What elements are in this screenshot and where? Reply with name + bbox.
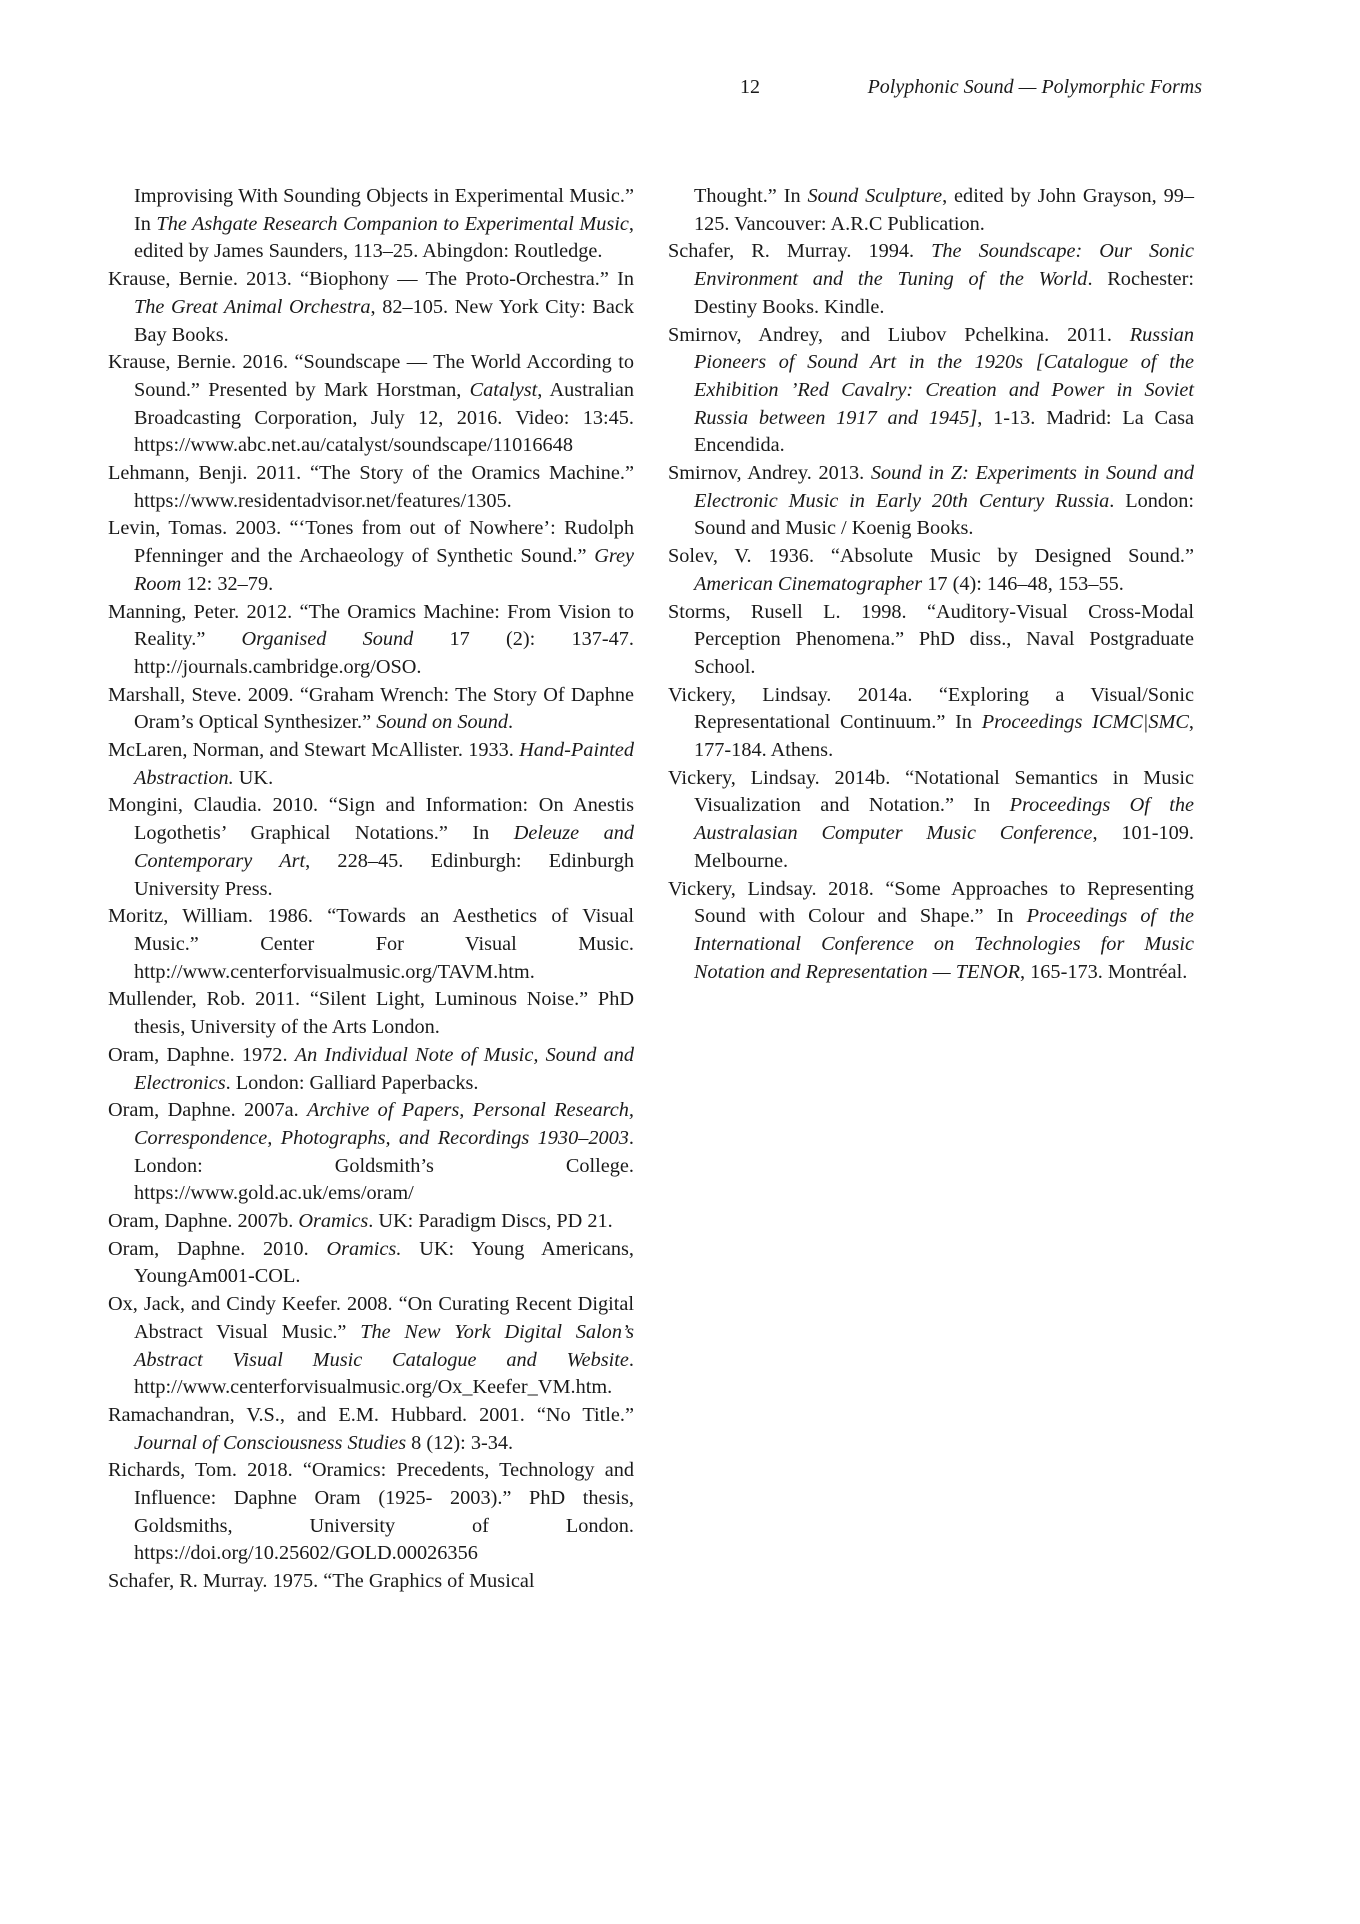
reference-text: , 177-184. Athens. — [694, 711, 1194, 762]
reference-text: Storms, Rusell L. 1998. “Auditory-Visual Cross-Modal Perception Phenomena.” PhD diss., Naval Postgraduate School. — [668, 600, 1194, 678]
reference-entry — [108, 1236, 634, 1291]
reference-italic-text: Oramics — [298, 1210, 369, 1233]
reference-text: Improvising With Sounding Objects in Experimental Music.” In — [134, 185, 634, 235]
reference-italic-text: Sound Sculpture — [807, 185, 943, 207]
reference-text: . London: Galliard Paperbacks. — [225, 1071, 479, 1094]
reference-text: , 1-13. Madrid: La Casa Encendida. — [694, 406, 1194, 457]
reference-text: Solev, V. 1936. “Absolute Music by Designed Sound.” — [668, 545, 1194, 568]
reference-text: 17 (4): 146–48, 153–55. — [922, 572, 1124, 595]
reference-text: Vickery, Lindsay. 2014b. “Notational Semantics in Music Visualization and Notation.” In — [668, 766, 1194, 817]
reference-italic-text: The New York Digital Salon’s Abstract Visual Music Catalogue and Website — [134, 1320, 634, 1371]
reference-entry — [108, 1208, 634, 1236]
reference-italic-text: The Great Animal Orchestra — [134, 295, 371, 318]
reference-entry — [668, 543, 1194, 598]
reference-italic-text: The Ashgate Research Companion to Experimental Music — [156, 212, 629, 235]
reference-text: McLaren, Norman, and Stewart McAllister. 1933. — [108, 739, 520, 762]
reference-text: 17 (2): 137-47. http://journals.cambridge.org/OSO. — [134, 628, 634, 678]
reference-text: . London: Sound and Music / Koenig Books. — [694, 489, 1194, 540]
reference-text: Mongini, Claudia. 2010. “Sign and Information: On Anestis Logothetis’ Graphical Notations.” In — [108, 794, 634, 845]
reference-text: . Rochester: Destiny Books. Kindle. — [694, 268, 1195, 318]
reference-text: Vickery, Lindsay. 2018. “Some Approaches to Representing Sound with Colour and Shape.” In — [668, 877, 1194, 928]
references-column-left — [108, 183, 634, 1596]
reference-entry — [668, 682, 1194, 765]
reference-text: . — [508, 711, 514, 734]
page-number: 12 — [740, 76, 760, 98]
reference-entry — [108, 460, 634, 515]
reference-text: , 82–105. New York City: Back Bay Books. — [134, 295, 634, 346]
reference-entry — [108, 515, 634, 598]
reference-text: , edited by James Saunders, 113–25. Abingdon: Routledge. — [134, 212, 634, 263]
reference-entry — [108, 1097, 634, 1208]
reference-entry — [668, 460, 1194, 543]
reference-text: Oram, Daphne. 1972. — [108, 1043, 295, 1066]
reference-entry — [668, 599, 1194, 682]
reference-italic-text: Organised Sound — [241, 628, 414, 651]
reference-italic-text: Sound on Sound — [376, 711, 509, 734]
reference-italic-text: Proceedings Of the Australasian Computer Music Conference — [694, 794, 1194, 845]
reference-text: UK: Young Americans, YoungAm001-COL. — [134, 1237, 634, 1288]
reference-entry — [668, 322, 1194, 461]
reference-text: Oram, Daphne. 2007a. — [108, 1099, 308, 1122]
reference-italic-text: Russian Pioneers of Sound Art in the 1920s [Catalogue of the Exhibition ’Red Cavalry: Creation and Power in Soviet Russia between 1917 and 1945] — [694, 323, 1194, 429]
reference-entry — [108, 266, 634, 349]
reference-italic-text: Journal of Consciousness Studies — [134, 1431, 407, 1454]
reference-entry — [108, 183, 634, 266]
reference-text: Levin, Tomas. 2003. “‘Tones from out of Nowhere’: Rudolph Pfenninger and the Archaeology of Synthetic Sound.” — [108, 517, 634, 568]
reference-text: Lehmann, Benji. 2011. “The Story of the Oramics Machine.” https://www.residentadvisor.net/features/1305. — [108, 462, 634, 512]
reference-italic-text: Proceedings of the International Conference on Technologies for Music Notation and Representation — TENOR — [694, 905, 1194, 983]
reference-text: , 228–45. Edinburgh: Edinburgh University Press. — [134, 849, 634, 900]
reference-italic-text: Grey Room — [134, 545, 634, 595]
reference-text: Ox, Jack, and Cindy Keefer. 2008. “On Curating Recent Digital Abstract Visual Music.” — [108, 1293, 634, 1343]
reference-italic-text: Archive of Papers, Personal Research, Correspondence, Photographs, and Recordings 1930–2003 — [134, 1099, 634, 1149]
reference-italic-text: Oramics. — [326, 1237, 402, 1260]
reference-text: Thought.” In — [694, 185, 808, 207]
reference-text: . London: Goldsmith’s College. https://www.gold.ac.uk/ems/oram/ — [134, 1126, 634, 1205]
reference-text: 12: 32–79. — [181, 572, 274, 595]
reference-text: . UK: Paradigm Discs, PD 21. — [368, 1210, 613, 1233]
reference-entry — [108, 1402, 634, 1457]
reference-italic-text: An Individual Note of Music, Sound and Electronics — [134, 1043, 635, 1094]
reference-text: , edited by John Grayson, 99–125. Vancouver: A.R.C Publication. — [694, 185, 1194, 235]
reference-entry — [108, 1291, 634, 1402]
reference-text: , 101-109. Melbourne. — [694, 822, 1194, 872]
reference-entry — [108, 986, 634, 1041]
reference-text: Oram, Daphne. 2007b. — [108, 1210, 299, 1233]
reference-text: 8 (12): 3-34. — [406, 1431, 514, 1454]
reference-italic-text: Deleuze and Contemporary Art — [134, 822, 634, 872]
reference-italic-text: Sound in Z: Experiments in Sound and Electronic Music in Early 20th Century Russia — [694, 462, 1194, 512]
reference-text: Smirnov, Andrey. 2013. — [668, 462, 871, 485]
reference-italic-text: Proceedings ICMC|SMC — [981, 711, 1189, 734]
reference-italic-text: Hand-Painted Abstraction. — [134, 739, 634, 789]
reference-entry — [108, 737, 634, 792]
reference-text: Schafer, R. Murray. 1994. — [668, 240, 932, 263]
reference-text: Marshall, Steve. 2009. “Graham Wrench: The Story Of Daphne Oram’s Optical Synthesizer.” — [108, 683, 634, 734]
reference-entry — [108, 1042, 634, 1097]
reference-text: Krause, Bernie. 2013. “Biophony — The Proto-Orchestra.” In — [108, 268, 634, 291]
reference-text: UK. — [233, 766, 274, 789]
reference-text: Mullender, Rob. 2011. “Silent Light, Luminous Noise.” PhD thesis, University of the Arts London. — [108, 988, 634, 1039]
reference-italic-text: American Cinematographer — [694, 572, 923, 595]
reference-text: Moritz, William. 1986. “Towards an Aesthetics of Visual Music.” Center For Visual Music. http://www.centerforvisualmusic.org/TAVM.htm. — [108, 905, 634, 983]
references-column-right — [668, 183, 1194, 986]
reference-text: Manning, Peter. 2012. “The Oramics Machine: From Vision to Reality.” — [108, 600, 634, 651]
reference-entry — [108, 349, 634, 460]
reference-entry — [668, 876, 1194, 987]
reference-text: Richards, Tom. 2018. “Oramics: Precedents, Technology and Influence: Daphne Oram (1925- 2003).” PhD thesis, Goldsmiths, University of London. https://doi.org/10.25602/GOLD.00026356 — [108, 1459, 634, 1565]
reference-entry — [108, 682, 634, 737]
reference-text: . http://www.centerforvisualmusic.org/Ox_Keefer_VM.htm. — [134, 1348, 634, 1399]
reference-text: Ramachandran, V.S., and E.M. Hubbard. 2001. “No Title.” — [108, 1403, 634, 1426]
reference-entry — [108, 792, 634, 903]
reference-text: Krause, Bernie. 2016. “Soundscape — The World According to Sound.” Presented by Mark Horstman, — [108, 351, 634, 401]
reference-entry — [108, 599, 634, 682]
reference-text: , Australian Broadcasting Corporation, July 12, 2016. Video: 13:45. https://www.abc.net.au/catalyst/soundscape/11016648 — [134, 378, 634, 457]
reference-entry — [668, 765, 1194, 876]
reference-entry — [108, 903, 634, 986]
reference-text: Smirnov, Andrey, and Liubov Pchelkina. 2011. — [668, 323, 1130, 346]
reference-text: , 165-173. Montréal. — [1020, 960, 1188, 983]
reference-text: Schafer, R. Murray. 1975. “The Graphics of Musical — [108, 1570, 535, 1593]
reference-entry — [108, 1568, 634, 1596]
reference-entry — [668, 238, 1194, 321]
reference-entry — [668, 183, 1194, 238]
reference-italic-text: The Soundscape: Our Sonic Environment and the Tuning of the World — [694, 240, 1195, 291]
running-title: Polyphonic Sound — Polymorphic Forms — [867, 76, 1202, 98]
reference-text: Vickery, Lindsay. 2014a. “Exploring a Visual/Sonic Representational Continuum.” In — [668, 683, 1194, 734]
reference-italic-text: Catalyst — [469, 378, 538, 401]
reference-entry — [108, 1457, 634, 1568]
reference-text: Oram, Daphne. 2010. — [108, 1237, 327, 1260]
